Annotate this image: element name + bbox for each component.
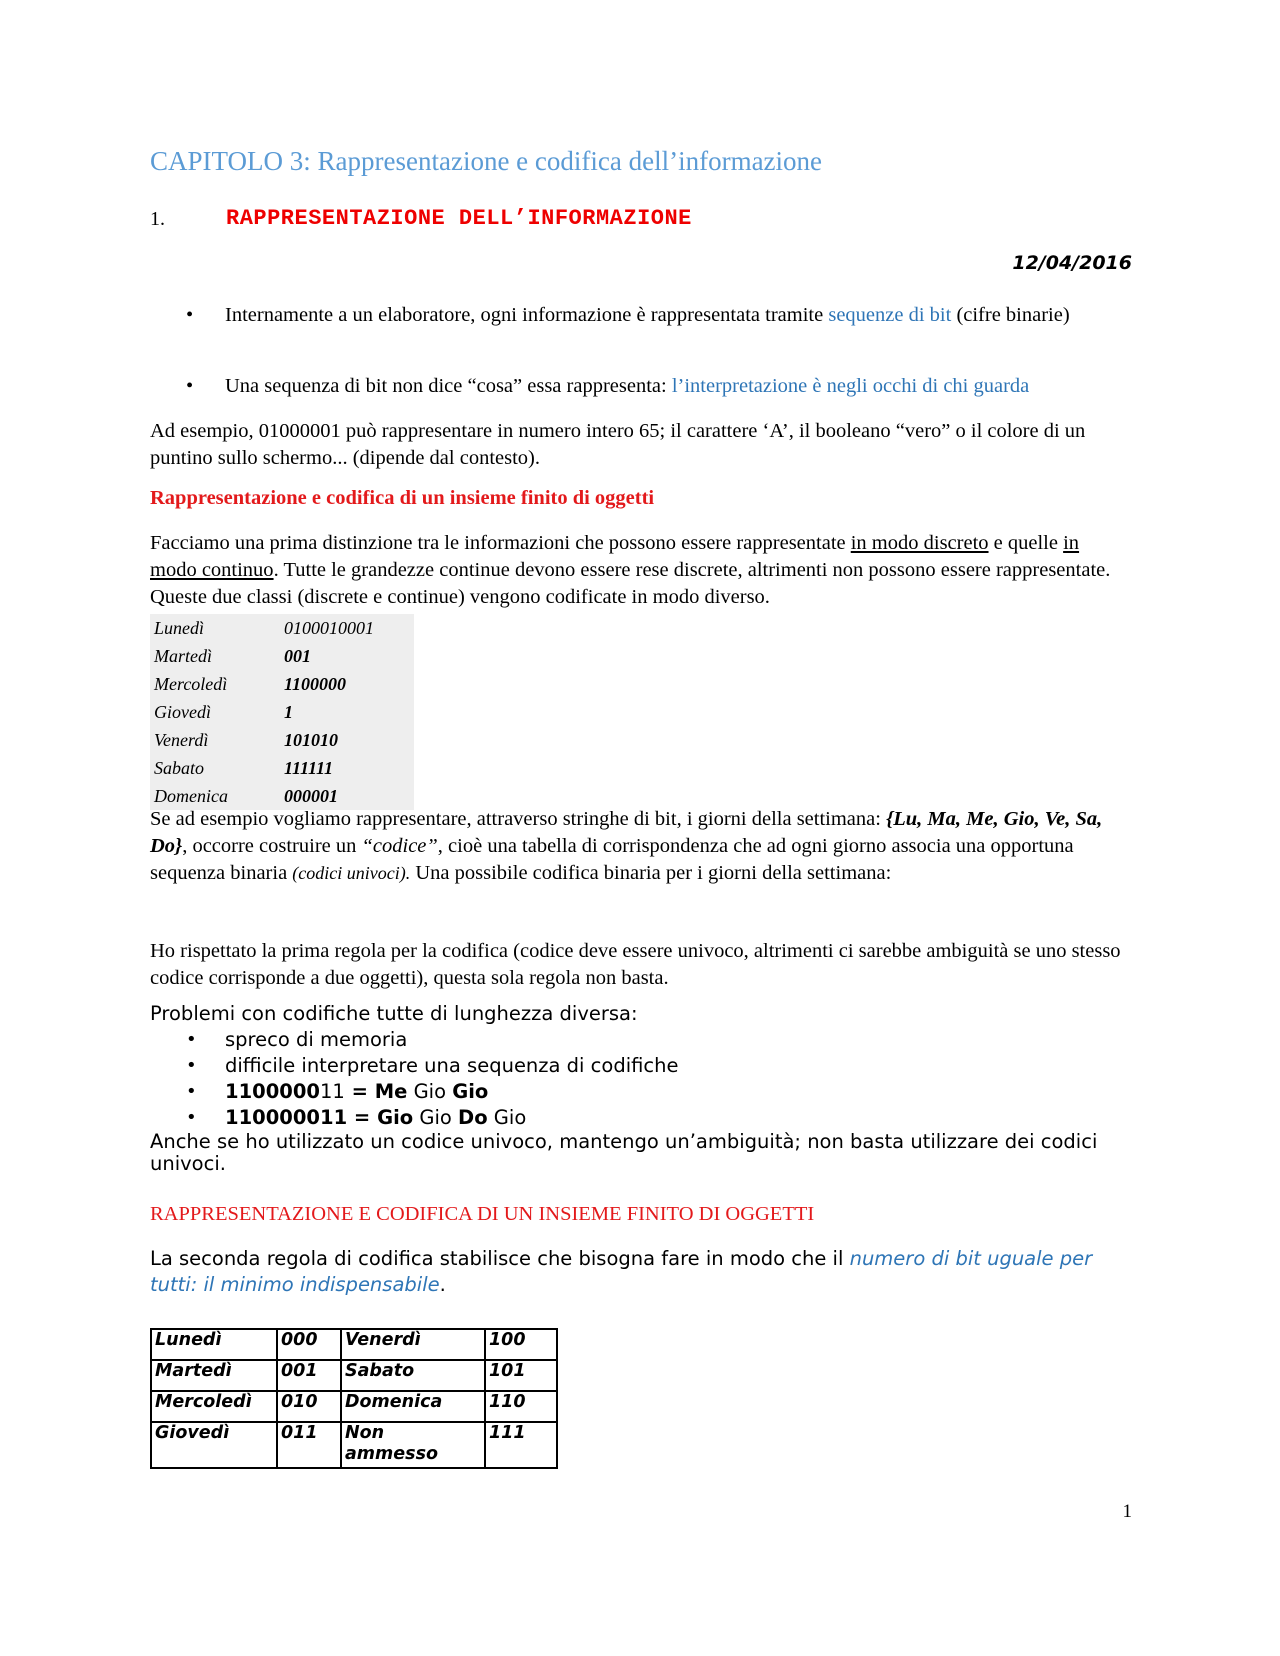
code-cell: 011 (277, 1422, 341, 1468)
table-row (150, 642, 414, 670)
table-row (150, 754, 414, 782)
table-row (151, 1391, 557, 1422)
section-number: 1. (150, 208, 165, 230)
code-cell: 101010 (284, 729, 338, 750)
day-cell: Venerdì (154, 729, 209, 750)
day-cell: Giovedì (154, 701, 211, 722)
bullet-icon: • (186, 375, 194, 397)
code-cell: 000001 (284, 785, 338, 806)
table-row (150, 670, 414, 698)
day-cell: Non ammesso (341, 1422, 485, 1468)
bullet-icon: • (186, 1081, 197, 1102)
day-cell: Martedì (151, 1360, 277, 1391)
distinction-paragraph: Facciamo una prima distinzione tra le informazioni che possono essere rappresentate in modo discreto e quelle in modo continuo. Tutte le grandezze continue devono essere rese discrete, altrimenti non possono essere rappresentate. Queste due classi (discrete e continue) vengono codificate in modo diverso. (150, 532, 1111, 608)
rule-paragraph: Ho rispettato la prima regola per la codifica (codice deve essere univoco, altrimenti ci sarebbe ambiguità se uno stesso codice corrisponde a due oggetti), questa sola regola non basta. (150, 940, 1121, 989)
section-title: RAPPRESENTAZIONE DELL’INFORMAZIONE (226, 206, 692, 231)
list-item: • 110000011 = Me Gio Gio (186, 1080, 489, 1103)
table-row (151, 1422, 557, 1468)
list-item: • Internamente a un elaboratore, ogni informazione è rappresentata tramite sequenze di bit (cifre binarie) (150, 302, 1132, 362)
subheading-uppercase: RAPPRESENTAZIONE E CODIFICA DI UN INSIEME FINITO DI OGGETTI (150, 1203, 815, 1225)
bullet-icon: • (186, 1029, 197, 1050)
bullet-icon: • (186, 1055, 197, 1076)
list-item: • Una sequenza di bit non dice “cosa” essa rappresenta: l’interpretazione è negli occhi di chi guarda (150, 373, 1132, 403)
code-cell: 100 (485, 1329, 557, 1360)
bullet-icon: • (186, 1107, 197, 1128)
code-cell: 110 (485, 1391, 557, 1422)
example-paragraph: Ad esempio, 01000001 può rappresentare in numero intero 65; il carattere ‘A’, il booleano “vero” o il colore di un puntino sullo schermo... (dipende dal contesto). (150, 420, 1086, 469)
code-cell: 010 (277, 1391, 341, 1422)
code-cell: 1100000 (284, 673, 347, 694)
code-cell: 0100010001 (284, 617, 374, 638)
week-paragraph: Se ad esempio vogliamo rappresentare, attraverso stringhe di bit, i giorni della settimana: {Lu, Ma, Me, Gio, Ve, Sa, Do}, occorre costruire un “codice”, cioè una tabella di corrispondenza che ad ogni giorno associa una opportuna sequenza binaria (codici univoci). Una possibile codifica binaria per i giorni della settimana: (150, 808, 1103, 884)
day-cell: Mercoledì (154, 673, 228, 694)
problems-list (150, 1027, 1130, 1131)
bullet-icon: • (186, 304, 194, 326)
variable-length-code-table (150, 614, 414, 810)
date-label: 12/04/2016 (1012, 252, 1132, 274)
subheading-finite-set: Rappresentazione e codifica di un insieme finito di oggetti (150, 487, 655, 509)
code-cell: 000 (277, 1329, 341, 1360)
day-cell: Domenica (154, 785, 228, 806)
list-item: • difficile interpretare una sequenza di codifiche (186, 1054, 679, 1077)
day-cell: Sabato (341, 1360, 485, 1391)
highlight-link: sequenze di bit (828, 304, 952, 326)
code-cell: 111 (485, 1422, 557, 1468)
code-cell: 001 (277, 1360, 341, 1391)
code-cell: 111111 (284, 757, 334, 778)
code-cell: 001 (284, 645, 311, 666)
page-number: 1 (1122, 1501, 1132, 1522)
day-cell: Mercoledì (151, 1391, 277, 1422)
list-item: • 110000011 = Gio Gio Do Gio (186, 1106, 527, 1129)
chapter-title: CAPITOLO 3: Rappresentazione e codifica dell’informazione (150, 146, 823, 176)
code-cell: 1 (284, 701, 293, 722)
day-cell: Lunedì (151, 1329, 277, 1360)
ambiguity-paragraph: Anche se ho utilizzato un codice univoco, mantengo un’ambiguità; non basta utilizzare dei codici univoci. (150, 1130, 1098, 1175)
day-cell: Lunedì (154, 617, 205, 638)
highlight-link: numero di bit uguale per tutti: il minimo indispensabile (150, 1247, 1093, 1296)
day-cell: Giovedì (151, 1422, 277, 1468)
code-cell: 101 (485, 1360, 557, 1391)
highlight-link: l’interpretazione è negli occhi di chi guarda (671, 375, 1030, 397)
problems-intro: Problemi con codifiche tutte di lunghezza diversa: (150, 1002, 638, 1025)
fixed-length-code-table (150, 1328, 558, 1469)
table-row (151, 1360, 557, 1391)
day-cell: Sabato (154, 757, 205, 778)
table-row (151, 1329, 557, 1360)
list-item: • spreco di memoria (186, 1028, 408, 1051)
table-row (150, 726, 414, 754)
day-cell: Martedì (154, 645, 212, 666)
table-row (150, 614, 414, 642)
day-cell: Domenica (341, 1391, 485, 1422)
day-cell: Venerdì (341, 1329, 485, 1360)
table-row (150, 698, 414, 726)
second-rule-paragraph: La seconda regola di codifica stabilisce che bisogna fare in modo che il numero di bit uguale per tutti: il minimo indispensabile. (150, 1247, 1093, 1296)
